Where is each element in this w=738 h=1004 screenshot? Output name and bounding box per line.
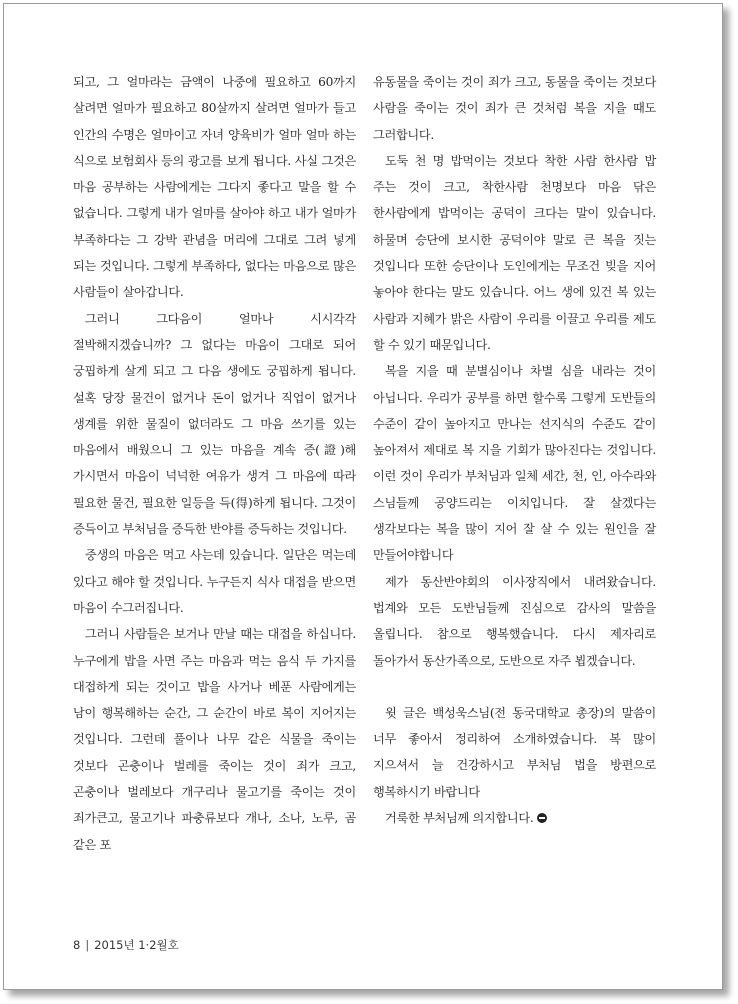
end-mark-icon [537, 813, 547, 823]
paragraph: 도둑 천 명 밥먹이는 것보다 착한 사람 한사람 밥 주는 것이 크고, 착한사람 천명보다 마음 닦은 한사람에게 밥먹이는 공덕이 크다는 말이 있습니다. 하물며 승단에 보시한 공덕이야 말로 큰 복을 짓는 것입니다 또한 승단이나 도인에게는 무조건 빚을 지어 놓아야 한다는 말도 있습니다. 어느 생에 있건 복 있는 사람과 지혜가 밝은 사람이 우리를 이끌고 우리를 제도 할 수 있기 때문입니다. [373, 153, 656, 352]
paragraph: 되고, 그 얼마라는 금액이 나중에 필요하고 60까지 살려면 얼마가 필요하고 80살까지 살려면 얼마가 들고 인간의 수명은 얼마이고 자녀 양육비가 얼마 얼마 하는 식으로 보험회사 등의 광고를 보게 됩니다. 사실 그것은 마음 공부하는 사람에게는 그다지 좋다고 말을 할 수 없습니다. 그렇게 내가 얼마를 살아야 하고 내가 얼마가 부족하다는 그 강박 관념을 머리에 그대로 그려 넣게 되는 것입니다. 그렇게 부족하다, 없다는 마음으로 많은 사람들이 살아갑니다. [73, 75, 356, 300]
page-footer [73, 937, 179, 953]
closing-text: 거룩한 부처님께 의지합니다. [385, 811, 534, 826]
paragraph: 유동물을 죽이는 것이 죄가 크고, 동물을 죽이는 것보다 사람을 죽이는 것이 죄가 큰 것처럼 복을 지을 때도 그러합니다. [373, 75, 656, 142]
issue-label: 2015년 1·2월호 [94, 938, 179, 952]
paragraph: 그러니 그다음이 얼마나 시시각각 절박해지겠습니까? 그 없다는 마음이 그대로 되어 궁핍하게 살게 되고 그 다음 생에도 궁핍하게 됩니다. 설혹 당장 물건이 없거나 돈이 없거나 직업이 없거나 생계를 위한 물질이 없더라도 그 마음 쓰기를 있는 마음에서 배웠으니 그 있는 마음을 계속 증(證)해 가시면서 마음이 넉넉한 여유가 생겨 그 마음에 따라 필요한 물건, 필요한 일등을 득(得)하게 됩니다. 그것이 증득이고 부처님을 증득한 반야를 증득하는 것입니다. [73, 311, 356, 537]
right-column [373, 69, 656, 831]
editor-note: 윗 글은 백성욱스님(전 동국대학교 총장)의 말씀이 너무 좋아서 정리하여 소개하였습니다. 복 많이 지으셔서 늘 건강하시고 부처님 법을 방편으로 행복하시기 바랍니다 [373, 705, 656, 799]
paragraph: 제가 동산반야회의 이사장직에서 내려왔습니다. 법계와 모든 도반님들께 진심으로 감사의 말씀을 올립니다. 참으로 행복했습니다. 다시 제자리로 돌아가서 동산가족으로, 도반으로 자주 뵙겠습니다. [373, 574, 656, 668]
paragraph: 중생의 마음은 먹고 사는데 있습니다. 일단은 먹는데 있다고 해야 할 것입니다. 누구든지 식사 대접을 받으면 마음이 수그러집니다. [73, 548, 356, 615]
footer-divider: | [85, 938, 90, 952]
paragraph: 복을 지을 때 분별심이나 차별 심을 내라는 것이 아닙니다. 우리가 공부를 하면 할수록 그렇게 도반들의 수준이 같이 높아지고 만나는 선지식의 수준도 같이 높아져서 제대로 복 지을 기회가 많아진다는 것입니다. 이런 것이 우리가 부처님과 일체 세간, 천, 인, 아수라와 스님들께 공양드리는 이치입니다. 잘 살겠다는 생각보다는 복을 많이 지어 잘 살 수 있는 원인을 잘 만들어야합니다 [373, 364, 656, 563]
closing-line [373, 805, 656, 831]
paragraph: 그러니 사람들은 보거나 만날 때는 대접을 하십니다. 누구에게 밥을 사면 주는 마음과 먹는 음식 두 가지를 대접하게 되는 것이고 밥을 사거나 베푼 사람에게는 남이 행복해하는 순간, 그 순간이 바로 복이 지어지는 것입니다. 그런데 풀이나 나무 같은 식물을 죽이는 것보다 곤충이나 벌레를 죽이는 것이 죄가 크고, 곤충이나 벌레보다 개구리나 물고기를 죽이는 것이 죄가큰고, 물고기나 파충류보다 개나, 소나, 노루, 곰 같은 포 [73, 627, 356, 852]
left-column [73, 69, 356, 858]
spacer [373, 674, 656, 700]
page-number: 8 [73, 938, 81, 952]
